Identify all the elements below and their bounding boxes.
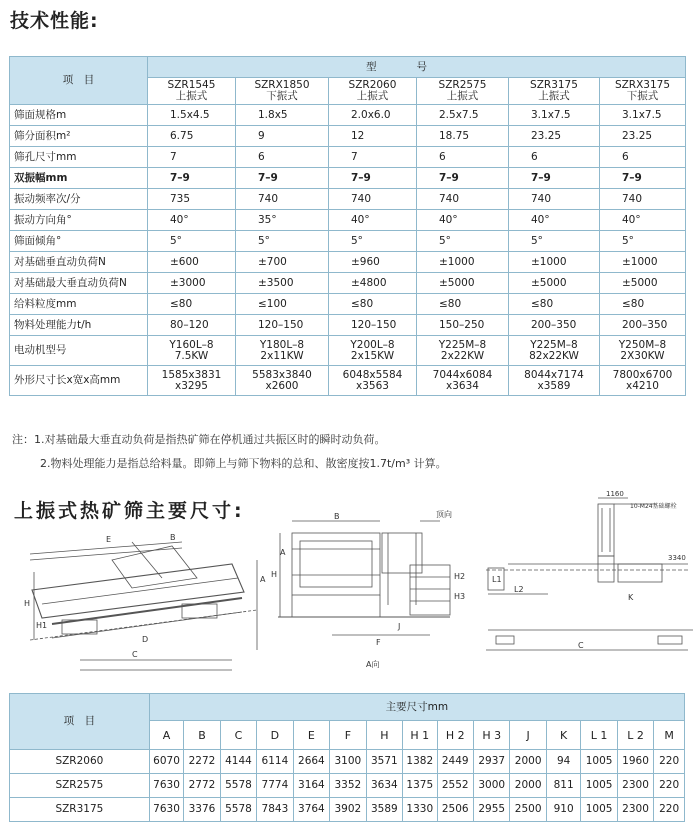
spec-cell: 6 (600, 147, 686, 168)
dims-column-header: H 3 (473, 721, 509, 750)
model-header (236, 78, 329, 105)
front-label-b: B (334, 512, 340, 521)
spec-cell-line: 1585x3831 (161, 368, 222, 381)
spec-row-label: 筛分面积m² (10, 126, 148, 147)
dims-cell: 7630 (149, 798, 183, 822)
section-title: 上振式热矿筛主要尺寸: (14, 500, 245, 522)
spec-cell: 200–350 (600, 315, 686, 336)
dims-column-header: L 2 (617, 721, 653, 750)
dims-cell: 2506 (437, 798, 473, 822)
dims-column-header: F (330, 721, 366, 750)
dims-cell: 2772 (184, 774, 220, 798)
spec-cell: 740 (600, 189, 686, 210)
spec-cell (509, 366, 600, 396)
spec-cell (236, 336, 329, 366)
dims-row (10, 774, 685, 798)
side-view-drawing (22, 520, 267, 680)
dims-cell: 1005 (581, 750, 617, 774)
spec-cell: 6 (509, 147, 600, 168)
spec-cell-line: 7044x6084 (432, 368, 493, 381)
spec-cell (600, 336, 686, 366)
spec-row-label: 对基础最大垂直动负荷N (10, 273, 148, 294)
spec-cell: 40° (417, 210, 509, 231)
spec-cell: 740 (236, 189, 329, 210)
plan-label-bolts: 10-M24基础螺栓 (630, 503, 677, 510)
spec-row (10, 273, 686, 294)
front-label-f: F (376, 638, 381, 647)
spec-cell (600, 366, 686, 396)
spec-cell-line: x3634 (446, 379, 479, 392)
spec-cell-line: 2X30KW (620, 349, 665, 362)
spec-cell-line: 2x15KW (350, 349, 395, 362)
dims-cell: 2500 (510, 798, 546, 822)
spec-cell (417, 336, 509, 366)
spec-cell-line: x3563 (356, 379, 389, 392)
spec-cell: 23.25 (509, 126, 600, 147)
spec-cell: ±3000 (148, 273, 236, 294)
page-title: 技术性能: (10, 10, 99, 32)
spec-row-label: 双振幅mm (10, 168, 148, 189)
spec-cell: 740 (329, 189, 417, 210)
dims-cell: 2300 (617, 774, 653, 798)
plan-label-c: C (578, 641, 584, 650)
spec-cell: 80–120 (148, 315, 236, 336)
spec-cell: 9 (236, 126, 329, 147)
spec-row (10, 336, 686, 366)
dims-column-header: D (257, 721, 293, 750)
spec-cell: 6.75 (148, 126, 236, 147)
spec-cell: 5° (417, 231, 509, 252)
spec-cell: 7–9 (329, 168, 417, 189)
dims-cell: 1960 (617, 750, 653, 774)
model-code: SZR2060 (348, 79, 397, 91)
spec-cell-line: x2600 (265, 379, 299, 392)
spec-cell: 18.75 (417, 126, 509, 147)
spec-cell: ±1000 (509, 252, 600, 273)
spec-cell: 12 (329, 126, 417, 147)
model-type: 上振式 (446, 90, 479, 102)
spec-cell: 3.1x7.5 (600, 105, 686, 126)
spec-cell: 1.8x5 (236, 105, 329, 126)
spec-cell: 3.1x7.5 (509, 105, 600, 126)
spec-cell-line: Y180L–8 (259, 338, 305, 351)
dims-cell: 3764 (293, 798, 329, 822)
dims-cell: 2937 (473, 750, 509, 774)
spec-cell-line: Y225M–8 (438, 338, 487, 351)
spec-row-label: 筛面倾角° (10, 231, 148, 252)
dims-item-header: 项 目 (10, 694, 150, 750)
spec-cell: ±5000 (509, 273, 600, 294)
model-header (509, 78, 600, 105)
spec-cell: 6 (236, 147, 329, 168)
spec-cell: 120–150 (236, 315, 329, 336)
spec-cell: ≤80 (509, 294, 600, 315)
model-type: 上振式 (356, 90, 389, 102)
spec-cell: ±3500 (236, 273, 329, 294)
model-code: SZR2575 (438, 79, 487, 91)
dims-column-header: M (654, 721, 685, 750)
model-header (329, 78, 417, 105)
spec-cell-line: Y250M–8 (618, 338, 667, 351)
spec-cell (417, 366, 509, 396)
spec-cell-line: 2x22KW (440, 349, 485, 362)
spec-row (10, 210, 686, 231)
spec-cell: ±4800 (329, 273, 417, 294)
dims-column-header: L 1 (581, 721, 617, 750)
dims-column-header: H 1 (403, 721, 437, 750)
dims-model: SZR3175 (10, 798, 150, 822)
dims-cell: 94 (546, 750, 580, 774)
spec-cell-line: 8044x7174 (524, 368, 584, 381)
spec-cell (329, 336, 417, 366)
spec-cell (329, 366, 417, 396)
side-label-a: A (260, 575, 266, 584)
spec-cell (148, 366, 236, 396)
side-label-b: B (170, 533, 176, 542)
spec-row-label: 对基础垂直动负荷N (10, 252, 148, 273)
side-label-h1: H1 (36, 621, 48, 630)
spec-row (10, 105, 686, 126)
item-header: 项 目 (10, 57, 148, 105)
spec-row-label: 物料处理能力t/h (10, 315, 148, 336)
spec-cell: 150–250 (417, 315, 509, 336)
dims-cell: 220 (654, 798, 685, 822)
spec-cell: 40° (509, 210, 600, 231)
spec-row (10, 168, 686, 189)
spec-cell: 7 (148, 147, 236, 168)
spec-cell: 7–9 (600, 168, 686, 189)
front-label-j: J (398, 622, 401, 631)
dims-row (10, 750, 685, 774)
dims-column-header: J (510, 721, 546, 750)
dims-cell: 7843 (257, 798, 293, 822)
dims-cell: 2000 (510, 774, 546, 798)
dims-column-header: H (366, 721, 402, 750)
spec-row-label: 给料粒度mm (10, 294, 148, 315)
front-label-a-view: A向 (366, 660, 380, 669)
dims-group-header: 主要尺寸mm (149, 694, 684, 721)
plan-label-k: K (628, 593, 634, 602)
front-label-h: H (271, 570, 278, 579)
dimensions-table (9, 693, 685, 822)
dims-cell: 3571 (366, 750, 402, 774)
dims-cell: 1005 (581, 798, 617, 822)
dims-cell: 1330 (403, 798, 437, 822)
model-code: SZR1545 (167, 79, 216, 91)
spec-table (9, 56, 686, 396)
spec-cell: 1.5x4.5 (148, 105, 236, 126)
spec-cell (236, 366, 329, 396)
dims-cell: 2272 (184, 750, 220, 774)
spec-cell: ±700 (236, 252, 329, 273)
spec-cell: ≤80 (148, 294, 236, 315)
note-1: 注：1.对基础最大垂直动负荷是指热矿筛在停机通过共振区时的瞬时动负荷。 (12, 433, 386, 446)
spec-cell: 7–9 (236, 168, 329, 189)
spec-cell-line: 6048x5584 (342, 368, 403, 381)
spec-row-label: 外形尺寸长x宽x高mm (10, 366, 148, 396)
spec-row (10, 147, 686, 168)
spec-cell: 40° (329, 210, 417, 231)
dims-cell: 4144 (220, 750, 256, 774)
foundation-plan-drawing (478, 490, 693, 665)
front-label-top-view: 顶向 (436, 510, 452, 519)
spec-cell: 40° (600, 210, 686, 231)
spec-cell: 35° (236, 210, 329, 231)
spec-row (10, 366, 686, 396)
spec-cell: ±1000 (600, 252, 686, 273)
note-2: 2.物料处理能力是指总给料量。即筛上与筛下物料的总和、散密度按1.7t/m³ 计算。 (40, 457, 447, 470)
dims-cell: 2300 (617, 798, 653, 822)
dims-cell: 1375 (403, 774, 437, 798)
spec-cell: 5° (329, 231, 417, 252)
dims-cell: 3902 (330, 798, 366, 822)
side-label-d: D (142, 635, 149, 644)
plan-label-1160: 1160 (606, 490, 624, 498)
front-label-a: A (280, 548, 286, 557)
dims-cell: 2955 (473, 798, 509, 822)
dims-cell: 6114 (257, 750, 293, 774)
model-type: 上振式 (538, 90, 570, 102)
dims-cell: 2449 (437, 750, 473, 774)
spec-cell: 7–9 (148, 168, 236, 189)
dims-cell: 910 (546, 798, 580, 822)
spec-cell: ±1000 (417, 252, 509, 273)
model-code: SZR3175 (530, 79, 578, 91)
dims-row (10, 798, 685, 822)
dims-cell: 1005 (581, 774, 617, 798)
spec-cell: 7 (329, 147, 417, 168)
dims-cell: 3376 (184, 798, 220, 822)
spec-row (10, 252, 686, 273)
dims-model: SZR2060 (10, 750, 150, 774)
side-label-e: E (106, 535, 112, 544)
plan-label-l1: L1 (492, 575, 502, 584)
spec-cell: 5° (509, 231, 600, 252)
spec-cell: 740 (417, 189, 509, 210)
model-type: 下振式 (626, 90, 659, 102)
spec-row-label: 振动频率次/分 (10, 189, 148, 210)
spec-cell: ±960 (329, 252, 417, 273)
spec-cell: 120–150 (329, 315, 417, 336)
spec-cell-line: x3295 (175, 379, 208, 392)
dims-cell: 6070 (149, 750, 183, 774)
dims-column-header: K (546, 721, 580, 750)
front-view-drawing (270, 505, 470, 675)
dims-cell: 3634 (366, 774, 402, 798)
plan-label-l2: L2 (514, 585, 524, 594)
dims-cell: 7630 (149, 774, 183, 798)
model-group-header: 型号 (148, 57, 686, 78)
side-label-c: C (132, 650, 138, 659)
model-header (600, 78, 686, 105)
spec-cell: 5° (236, 231, 329, 252)
spec-cell: ≤80 (417, 294, 509, 315)
spec-cell: 200–350 (509, 315, 600, 336)
spec-cell-line: Y160L–8 (169, 338, 214, 351)
spec-row-label: 振动方向角° (10, 210, 148, 231)
spec-cell: 40° (148, 210, 236, 231)
model-header (417, 78, 509, 105)
spec-cell: 23.25 (600, 126, 686, 147)
dims-cell: 220 (654, 750, 685, 774)
dims-cell: 5578 (220, 774, 256, 798)
dims-cell: 3100 (330, 750, 366, 774)
spec-cell: 2.0x6.0 (329, 105, 417, 126)
spec-cell-line: x4210 (626, 379, 659, 392)
spec-cell: ≤80 (329, 294, 417, 315)
spec-cell-line: Y200L–8 (350, 338, 395, 351)
dims-column-header: H 2 (437, 721, 473, 750)
spec-cell: ≤80 (600, 294, 686, 315)
spec-cell-line: 7.5KW (174, 349, 209, 362)
model-type: 下振式 (266, 90, 298, 102)
spec-cell-line: 2x11KW (260, 349, 304, 362)
spec-row (10, 231, 686, 252)
spec-cell: 6 (417, 147, 509, 168)
dims-cell: 2000 (510, 750, 546, 774)
dims-cell: 5578 (220, 798, 256, 822)
spec-row-label: 筛孔尺寸mm (10, 147, 148, 168)
dims-cell: 3000 (473, 774, 509, 798)
spec-cell: 2.5x7.5 (417, 105, 509, 126)
spec-row-label: 筛面规格m (10, 105, 148, 126)
spec-cell: 5° (148, 231, 236, 252)
dims-column-header: E (293, 721, 329, 750)
dims-cell: 7774 (257, 774, 293, 798)
model-code: SZRX1850 (254, 79, 310, 91)
spec-row (10, 126, 686, 147)
dims-cell: 2552 (437, 774, 473, 798)
spec-cell: 7–9 (509, 168, 600, 189)
spec-cell (509, 336, 600, 366)
spec-cell (148, 336, 236, 366)
spec-cell: 740 (509, 189, 600, 210)
front-label-h2: H2 (454, 572, 466, 581)
spec-cell: ±5000 (600, 273, 686, 294)
dims-cell: 3589 (366, 798, 402, 822)
spec-row (10, 294, 686, 315)
model-type: 上振式 (175, 90, 208, 102)
spec-row-label: 电动机型号 (10, 336, 148, 366)
spec-cell: ≤100 (236, 294, 329, 315)
spec-cell-line: 5583x3840 (252, 368, 312, 381)
dims-column-header: A (149, 721, 183, 750)
dims-cell: 3352 (330, 774, 366, 798)
dims-cell: 2664 (293, 750, 329, 774)
side-label-h: H (24, 599, 31, 608)
spec-cell: ±600 (148, 252, 236, 273)
dims-cell: 3164 (293, 774, 329, 798)
spec-cell-line: 82x22KW (529, 349, 579, 362)
spec-cell: ±5000 (417, 273, 509, 294)
spec-cell-line: Y225M–8 (530, 338, 578, 351)
spec-row (10, 315, 686, 336)
model-header (148, 78, 236, 105)
plan-label-3340: 3340 (668, 554, 686, 562)
dims-cell: 811 (546, 774, 580, 798)
spec-cell: 5° (600, 231, 686, 252)
spec-cell-line: x3589 (537, 379, 571, 392)
dims-model: SZR2575 (10, 774, 150, 798)
spec-cell: 735 (148, 189, 236, 210)
front-label-h3: H3 (454, 592, 466, 601)
spec-cell-line: 7800x6700 (612, 368, 673, 381)
dims-cell: 220 (654, 774, 685, 798)
spec-row (10, 189, 686, 210)
spec-cell: 7–9 (417, 168, 509, 189)
dims-cell: 1382 (403, 750, 437, 774)
model-code: SZRX3175 (614, 79, 671, 91)
dims-column-header: B (184, 721, 220, 750)
dims-column-header: C (220, 721, 256, 750)
